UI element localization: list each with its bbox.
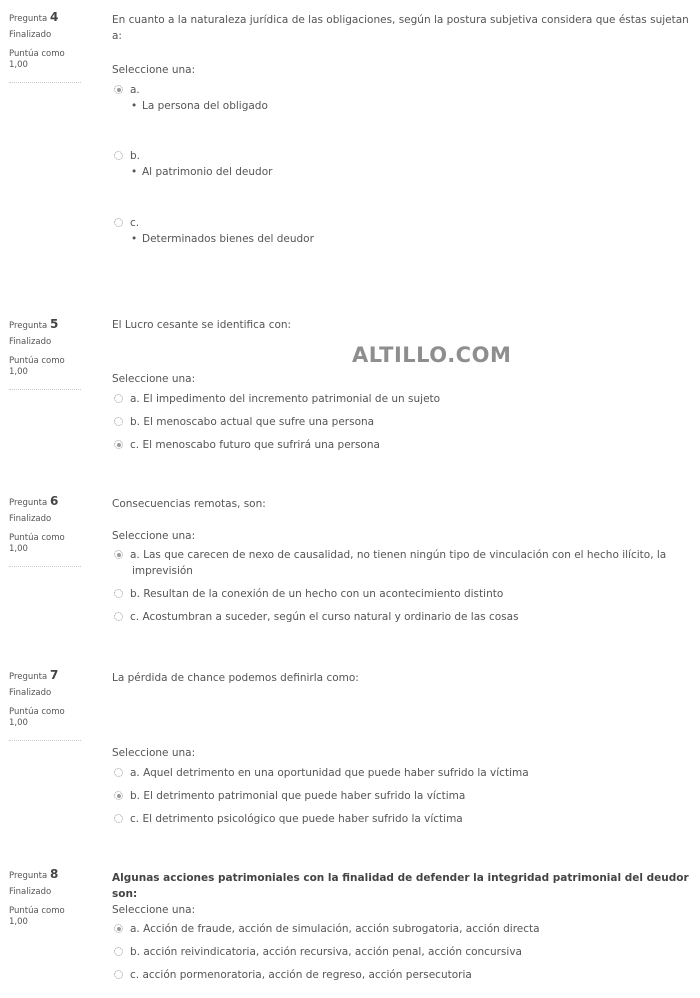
question-state: Finalizado xyxy=(9,513,52,524)
question-grade: Puntúa como 1,00 xyxy=(9,48,65,70)
option-b[interactable] xyxy=(114,586,692,602)
question-label: Pregunta 5 xyxy=(9,317,59,331)
radio-button[interactable] xyxy=(114,768,123,777)
radio-button[interactable] xyxy=(114,791,123,800)
question-info xyxy=(9,10,79,71)
question-info xyxy=(9,668,79,729)
radio-button[interactable] xyxy=(114,550,123,559)
option-a-text: • La persona del obligado xyxy=(142,98,700,114)
option-text: a. Las que carecen de nexo de causalidad, no tienen ningún tipo de vinculación con el hecho ilícito, la imprevisión xyxy=(130,549,667,578)
option-b[interactable] xyxy=(114,148,692,164)
radio-button[interactable] xyxy=(114,947,123,956)
option-text: b. El detrimento patrimonial que puede haber sufrido la víctima xyxy=(130,790,466,802)
option-text: b. Resultan de la conexión de un hecho con un acontecimiento distinto xyxy=(130,588,504,600)
question-content xyxy=(112,670,692,825)
question-grade: Puntúa como 1,00 xyxy=(9,905,65,927)
option-letter: a. xyxy=(130,84,140,96)
select-prompt: Seleccione una: xyxy=(112,530,196,542)
question-text: En cuanto a la naturaleza jurídica de las obligaciones, según la postura subjetiva considera que éstas sujetan a: xyxy=(112,14,689,43)
select-prompt: Seleccione una: xyxy=(112,747,196,759)
option-text: a. El impedimento del incremento patrimonial de un sujeto xyxy=(130,393,441,405)
question-label: Pregunta 7 xyxy=(9,668,59,682)
question-info xyxy=(9,867,79,928)
question-text: Consecuencias remotas, son: xyxy=(112,498,266,510)
question-label: Pregunta 8 xyxy=(9,867,59,881)
option-text: c. Acostumbran a suceder, según el curso natural y ordinario de las cosas xyxy=(130,611,519,623)
question-info xyxy=(9,494,79,555)
option-c[interactable] xyxy=(114,609,692,625)
question-label: Pregunta 4 xyxy=(9,10,59,24)
option-a[interactable] xyxy=(114,765,692,781)
info-divider xyxy=(9,740,81,741)
question-grade: Puntúa como 1,00 xyxy=(9,355,65,377)
option-a[interactable] xyxy=(114,391,692,407)
option-text: c. El menoscabo futuro que sufrirá una persona xyxy=(130,439,380,451)
question-state: Finalizado xyxy=(9,886,52,897)
radio-button[interactable] xyxy=(114,151,123,160)
option-c[interactable] xyxy=(114,811,692,827)
radio-button[interactable] xyxy=(114,589,123,598)
option-b[interactable] xyxy=(114,944,692,960)
option-c[interactable] xyxy=(114,967,692,983)
question-label: Pregunta 6 xyxy=(9,494,59,508)
question-content xyxy=(112,496,692,623)
question-content xyxy=(112,12,692,245)
radio-button[interactable] xyxy=(114,612,123,621)
select-prompt: Seleccione una: xyxy=(112,373,196,385)
question-grade: Puntúa como 1,00 xyxy=(9,532,65,554)
option-c-text: • Determinados bienes del deudor xyxy=(142,231,700,247)
select-prompt: Seleccione una: xyxy=(112,904,196,916)
info-divider xyxy=(9,566,81,567)
radio-button[interactable] xyxy=(114,218,123,227)
option-a[interactable] xyxy=(114,82,692,98)
option-letter: c. xyxy=(130,217,140,229)
radio-button[interactable] xyxy=(114,440,123,449)
option-text: b. El menoscabo actual que sufre una persona xyxy=(130,416,375,428)
radio-button[interactable] xyxy=(114,394,123,403)
question-info xyxy=(9,317,79,378)
option-b-text: • Al patrimonio del deudor xyxy=(142,164,700,180)
info-divider xyxy=(9,82,81,83)
question-text: La pérdida de chance podemos definirla como: xyxy=(112,672,359,684)
option-text: a. Aquel detrimento en una oportunidad que puede haber sufrido la víctima xyxy=(130,767,529,779)
select-prompt: Seleccione una: xyxy=(112,64,196,76)
question-state: Finalizado xyxy=(9,687,52,698)
radio-button[interactable] xyxy=(114,85,123,94)
radio-button[interactable] xyxy=(114,970,123,979)
question-state: Finalizado xyxy=(9,29,52,40)
question-content xyxy=(112,870,692,981)
radio-button[interactable] xyxy=(114,417,123,426)
option-c[interactable] xyxy=(114,437,692,453)
option-b[interactable] xyxy=(114,414,692,430)
option-c[interactable] xyxy=(114,215,692,231)
option-text: c. acción pormenoratoria, acción de regreso, acción persecutoria xyxy=(130,969,472,981)
option-a[interactable] xyxy=(114,547,692,580)
option-a[interactable] xyxy=(114,921,692,937)
option-text: c. El detrimento psicológico que puede haber sufrido la víctima xyxy=(130,813,463,825)
question-text: Algunas acciones patrimoniales con la finalidad de defender la integridad patrimonial del deudor son: xyxy=(112,872,689,901)
radio-button[interactable] xyxy=(114,814,123,823)
watermark: ALTILLO.COM xyxy=(352,343,512,367)
option-text: b. acción reivindicatoria, acción recursiva, acción penal, acción concursiva xyxy=(130,946,522,958)
info-divider xyxy=(9,389,81,390)
question-grade: Puntúa como 1,00 xyxy=(9,706,65,728)
radio-button[interactable] xyxy=(114,924,123,933)
question-text: El Lucro cesante se identifica con: xyxy=(112,319,292,331)
option-text: a. Acción de fraude, acción de simulación, acción subrogatoria, acción directa xyxy=(130,923,540,935)
option-letter: b. xyxy=(130,150,141,162)
option-b[interactable] xyxy=(114,788,692,804)
question-state: Finalizado xyxy=(9,336,52,347)
